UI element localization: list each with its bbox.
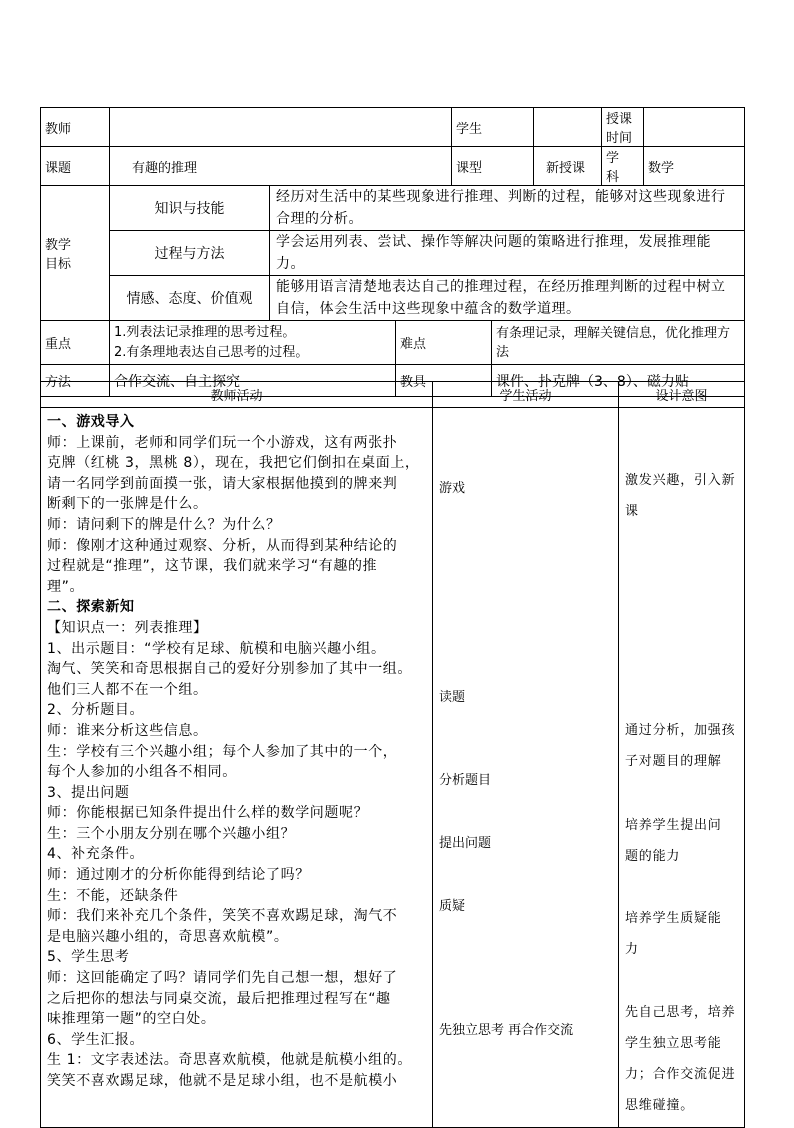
text-line: 生 1：文字表述法。奇思喜欢航模，他就是航模小组的。 <box>47 1052 412 1069</box>
text-line: 淘气、笑笑和奇思根据自己的爱好分别参加了其中一组。 <box>47 661 412 678</box>
goal-attitude-text: 能够用语言清楚地表达自己的推理过程，在经历推理判断的过程中树立自信，体会生活中这些现象中蕴含的数学道理。 <box>270 276 745 321</box>
time-value <box>644 108 745 147</box>
design-intent-cell <box>619 408 745 1128</box>
text-line: 过程就是“推理”，这节课，我们就来学习“有趣的推 <box>47 558 378 575</box>
section-heading: 一、游戏导入 <box>47 414 135 430</box>
text-line: 4、补充条件。 <box>47 846 145 863</box>
lesson-info-table <box>40 107 745 397</box>
text-line: 生：不能，还缺条件 <box>47 887 179 904</box>
student-activity-cell <box>433 408 619 1128</box>
design-intent-block: 培养学生提出问 题的能力 <box>625 818 722 864</box>
goal-knowledge-text: 经历对生活中的某些现象进行推理、判断的过程，能够对这些现象进行合理的分析。 <box>270 186 745 231</box>
tools-value: 课件、扑克牌（3、8）、磁力贴 <box>492 365 745 397</box>
difficulty-label: 难点 <box>396 321 492 365</box>
student-label: 学生 <box>452 108 534 147</box>
text-line: 师：我们来补充几个条件，笑笑不喜欢踢足球，淘气不 <box>47 908 398 925</box>
goal-process-label: 过程与方法 <box>110 231 270 276</box>
text-line: 克牌（红桃 3，黑桃 8），现在，我把它们倒扣在桌面上， <box>47 455 420 472</box>
text-line: 师：请问剩下的牌是什么？为什么？ <box>47 516 281 533</box>
difficulty-text: 有条理记录，理解关键信息，优化推理方法 <box>492 321 745 365</box>
goal-attitude-label: 情感、态度、价值观 <box>110 276 270 321</box>
text-line: 师：你能根据已知条件提出什么样的数学问题呢？ <box>47 805 369 822</box>
student-activity-item: 读题 <box>439 690 466 705</box>
header-student-activity: 学生活动 <box>433 382 619 408</box>
topic-label: 课题 <box>41 147 110 186</box>
goal-knowledge-label: 知识与技能 <box>110 186 270 231</box>
text-line: 他们三人都不在一个组。 <box>47 681 208 698</box>
method-label: 方法 <box>41 365 110 397</box>
teacher-value <box>110 108 452 147</box>
tools-label: 教具 <box>396 365 492 397</box>
text-line: 笑笑不喜欢踢足球，他就不是足球小组，也不是航模小 <box>47 1073 398 1089</box>
student-activity-item: 质疑 <box>439 899 466 914</box>
text-line: 断剩下的一张牌是什么。 <box>47 496 208 513</box>
goal-process-text: 学会运用列表、尝试、操作等解决问题的策略进行推理，发展推理能力。 <box>270 231 745 276</box>
method-value: 合作交流、自主探究 <box>110 365 396 397</box>
subject-label: 学 科 <box>602 147 644 186</box>
text-line: 师：上课前，老师和同学们玩一个小游戏，这有两张扑 <box>47 434 398 451</box>
subject-value: 数学 <box>644 147 745 186</box>
text-line: 味推理第一题”的空白处。 <box>47 1011 216 1028</box>
text-line: 3、提出问题 <box>47 784 130 801</box>
key-label: 重点 <box>41 321 110 365</box>
text-line: 请一名同学到前面摸一张，请大家根据他摸到的牌来判 <box>47 475 398 492</box>
header-teacher-activity: 教师活动 <box>41 382 433 408</box>
text-line: 【知识点一：列表推理】 <box>47 619 208 636</box>
text-line: 5、学生思考 <box>47 949 130 966</box>
design-intent-block: 通过分析，加强孩 子对题目的理解 <box>625 723 736 769</box>
type-value: 新授课 <box>534 147 602 186</box>
text-line: 师：谁来分析这些信息。 <box>47 722 208 739</box>
student-activity-item: 分析题目 <box>439 773 492 788</box>
text-line: 理”。 <box>47 578 85 595</box>
teacher-label: 教师 <box>41 108 110 147</box>
student-activity-item: 提出问题 <box>439 836 492 851</box>
text-line: 生：学校有三个兴趣小组；每个人参加了其中的一个， <box>47 743 398 760</box>
goal-label: 教学 目标 <box>41 186 110 321</box>
text-line: 2、分析题目。 <box>47 702 145 719</box>
type-label: 课型 <box>452 147 534 186</box>
design-intent-block: 培养学生质疑能 力 <box>625 911 722 957</box>
text-line: 1、出示题目：“学校有足球、航模和电脑兴趣小组。 <box>47 640 386 657</box>
topic-value: 有趣的推理 <box>110 147 452 186</box>
text-line: 6、学生汇报。 <box>47 1031 145 1048</box>
header-design-intent: 设计意图 <box>619 382 745 408</box>
text-line: 生：三个小朋友分别在哪个兴趣小组？ <box>47 825 296 842</box>
key-points: 1.列表法记录推理的思考过程。 2.有条理地表达自己思考的过程。 <box>110 321 396 365</box>
text-line: 师：这回能确定了吗？请同学们先自己想一想，想好了 <box>47 970 398 987</box>
text-line: 师：像刚才这种通过观察、分析，从而得到某种结论的 <box>47 537 398 554</box>
section-heading: 二、探索新知 <box>47 599 135 616</box>
student-value <box>534 108 602 147</box>
design-intent-block: 激发兴趣，引入新 课 <box>625 473 736 519</box>
text-line: 之后把你的想法与同桌交流，最后把推理过程写在“趣 <box>47 990 391 1007</box>
text-line: 是电脑兴趣小组的，奇思喜欢航模”。 <box>47 928 289 945</box>
activity-table <box>40 381 745 1128</box>
student-activity-item: 先独立思考 再合作交流 <box>439 1023 574 1038</box>
student-activity-item: 游戏 <box>439 481 466 496</box>
time-label: 授课时间 <box>602 108 644 147</box>
teacher-activity-cell <box>41 408 433 1128</box>
text-line: 每个人参加的小组各不相同。 <box>47 764 237 781</box>
text-line: 师：通过刚才的分析你能得到结论了吗？ <box>47 867 310 884</box>
design-intent-block: 先自己思考，培养 学生独立思考能 力；合作交流促进 思维碰撞。 <box>625 1005 736 1113</box>
